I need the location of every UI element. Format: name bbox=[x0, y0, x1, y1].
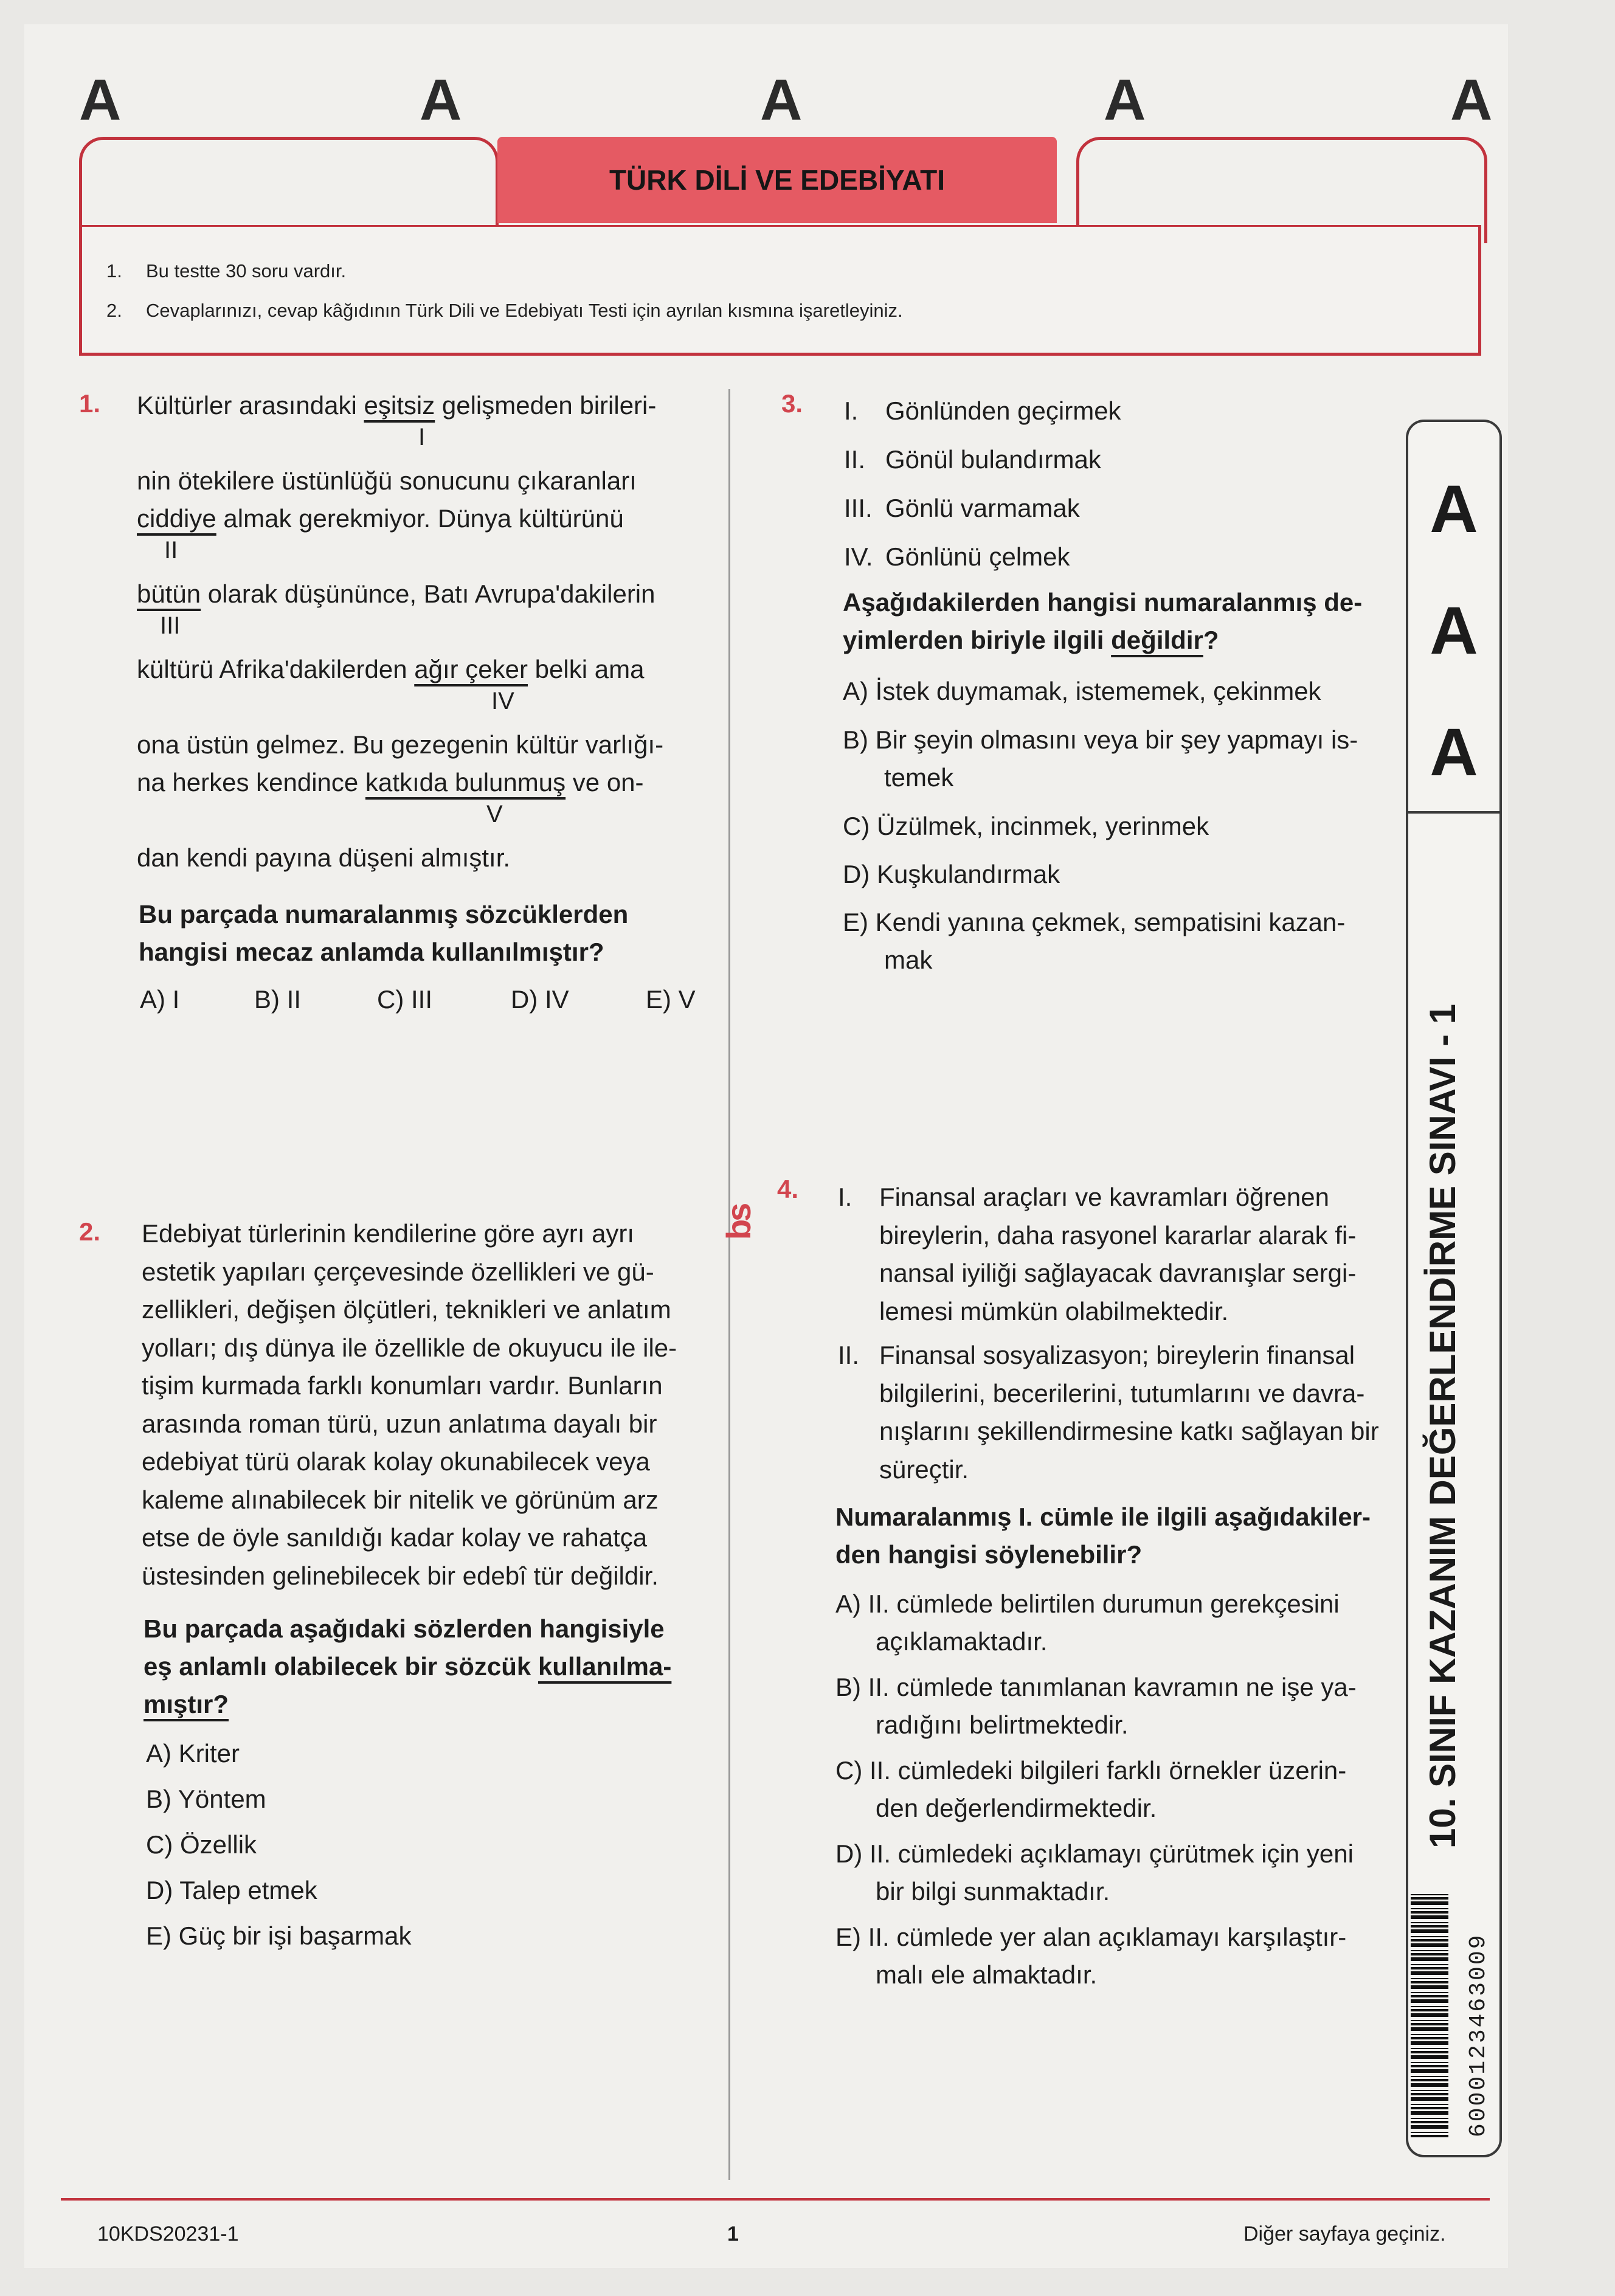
underlined-word: katkıda bulunmuş bbox=[365, 768, 566, 797]
answer-option[interactable]: B) Yöntem bbox=[146, 1785, 266, 1813]
numeral-mark: I bbox=[418, 424, 426, 451]
booklet-letter: A bbox=[1430, 715, 1478, 790]
booklet-letter: A bbox=[1450, 67, 1493, 133]
question-1-text: Kültürler arasındaki eşitsiz gelişmeden birileri- nin ötekilere üstünlüğü sonucunu çıkaranları ciddiye almak gerekmiyor. Dünya kültürünü bütün olarak düşününce, Batı Avrupa'dakilerin kültürü Afrika'dakilerden ağır çeker belki ama ona üstün gelmez. Bu gezegenin kültür varlığı- na herkes kendince katkıda bulunmuş ve on- dan kendi payına düşeni almıştır. bbox=[137, 391, 664, 872]
question-2-stem: Bu parçada aşağıdaki sözlerden hangisiyle eş anlamlı olabilecek bir sözcük kullanılma- mıştır? bbox=[144, 1614, 672, 1718]
numeral-mark: IV bbox=[491, 688, 514, 714]
column-divider bbox=[728, 389, 730, 2180]
footer-rule bbox=[61, 2198, 1490, 2201]
booklet-letter: A bbox=[420, 67, 462, 133]
barcode bbox=[1411, 1894, 1448, 2137]
answer-option[interactable]: D) II. cümledeki açıklamayı çürütmek için yeni bir bilgi sunmaktadır. bbox=[835, 1839, 1354, 1906]
booklet-letter: A bbox=[79, 67, 122, 133]
question-1-stem: Bu parçada numaralanmış sözcüklerden hangisi mecaz anlamda kullanılmıştır? bbox=[139, 900, 629, 966]
answer-option[interactable]: D) Kuşkulandırmak bbox=[843, 860, 1060, 888]
answer-option[interactable]: C) II. cümledeki bilgileri farklı örnekler üzerin- den değerlendirmektedir. bbox=[835, 1756, 1347, 1822]
question-4-item-2: II. Finansal sosyalizasyon; bireylerin finansal bilgilerini, becerilerini, tutumlarını ve davra- nışlarını şekillendirmesine katkı sağlayan bir süreçtir. bbox=[838, 1341, 1379, 1484]
question-number: 2. bbox=[79, 1217, 101, 1246]
answer-option[interactable]: A) Kriter bbox=[146, 1739, 240, 1768]
answer-option[interactable]: D) IV bbox=[511, 985, 569, 1014]
subject-title: TÜRK DİLİ VE EDEBİYATI bbox=[497, 137, 1057, 223]
answer-option[interactable]: E) Güç bir işi başarmak bbox=[146, 1921, 412, 1950]
answer-option[interactable]: A) İstek duymamak, istememek, çekinmek bbox=[843, 677, 1321, 705]
answer-option[interactable]: E) V bbox=[646, 985, 696, 1014]
instructions-box bbox=[79, 225, 1481, 356]
instruction-item: 2. Cevaplarınızı, cevap kâğıdının Türk Dili ve Edebiyatı Testi için ayrılan kısmına işaretleyiniz. bbox=[106, 300, 903, 321]
publisher-logo: bs bbox=[719, 1205, 758, 1240]
answer-option[interactable]: C) III bbox=[377, 985, 432, 1014]
underlined-word: ağır çeker bbox=[414, 655, 528, 683]
answer-option[interactable]: B) Bir şeyin olmasını veya bir şey yapmayı is- temek bbox=[843, 725, 1358, 792]
page-number: 1 bbox=[727, 2222, 739, 2246]
numeral-mark: III bbox=[160, 612, 181, 639]
booklet-letter: A bbox=[1430, 593, 1478, 668]
answer-option[interactable]: C) Üzülmek, incinmek, yerinmek bbox=[843, 812, 1209, 840]
underlined-word: eşitsiz bbox=[364, 391, 435, 420]
exam-title: 10. SINIF KAZANIM DEĞERLENDİRME SINAVI - 1 bbox=[1422, 1003, 1463, 1848]
question-3-items: I. Gönlünden geçirmek II. Gönül bulandırmak III. Gönlü varmamak IV. Gönlünü çelmek bbox=[844, 396, 1121, 571]
numeral-mark: V bbox=[486, 801, 503, 828]
answer-option[interactable]: B) II bbox=[254, 985, 302, 1014]
answer-option[interactable]: E) II. cümlede yer alan açıklamayı karşılaştır- malı ele almaktadır. bbox=[835, 1923, 1347, 1989]
instruction-item: 1. Bu testte 30 soru vardır. bbox=[106, 260, 347, 282]
answer-option[interactable]: A) I bbox=[140, 985, 180, 1014]
question-number: 3. bbox=[781, 389, 803, 418]
numeral-mark: II bbox=[164, 537, 178, 564]
booklet-code: 10KDS20231-1 bbox=[97, 2222, 239, 2246]
barcode-number: 6000123463009 bbox=[1465, 1933, 1492, 2137]
question-number: 4. bbox=[777, 1175, 799, 1203]
underlined-word: ciddiye bbox=[137, 504, 216, 533]
question-4-item-1: I. Finansal araçları ve kavramları öğrenen bireylerin, daha rasyonel kararlar alarak fi- nansal iyiliği sağlayacak davranışlar sergi- lemesi mümkün olabilmektedir. bbox=[838, 1183, 1357, 1326]
underlined-word: bütün bbox=[137, 579, 201, 608]
answer-option[interactable]: D) Talep etmek bbox=[146, 1876, 317, 1904]
question-number: 1. bbox=[79, 389, 101, 418]
sidebar-divider bbox=[1408, 811, 1499, 814]
answer-option[interactable]: B) II. cümlede tanımlanan kavramın ne işe ya- radığını belirtmektedir. bbox=[835, 1673, 1357, 1739]
booklet-letter: A bbox=[760, 67, 803, 133]
booklet-letter: A bbox=[1104, 67, 1146, 133]
answer-option[interactable]: A) II. cümlede belirtilen durumun gerekçesini açıklamaktadır. bbox=[835, 1589, 1340, 1656]
next-page-note: Diğer sayfaya geçiniz. bbox=[1243, 2222, 1446, 2246]
booklet-letter: A bbox=[1430, 472, 1478, 547]
question-4-stem: Numaralanmış I. cümle ile ilgili aşağıdakiler- den hangisi söylenebilir? bbox=[835, 1502, 1371, 1569]
answer-option[interactable]: E) Kendi yanına çekmek, sempatisini kazan- mak bbox=[843, 908, 1346, 974]
answer-option[interactable]: C) Özellik bbox=[146, 1830, 257, 1859]
question-3-stem: Aşağıdakilerden hangisi numaralanmış de- yimlerden biriyle ilgili değildir? bbox=[843, 588, 1363, 654]
question-2-text: Edebiyat türlerinin kendilerine göre ayrı ayrı estetik yapıları çerçevesinde özellikleri ve gü- zellikleri, değişen ölçütleri, teknikleri ve anlatım yolları; dış dünya ile özellikle de okuyucu ile ile- tişim kurmada farklı konumları vardır. Bunların arasında roman türü, uzun anlatıma dayalı bir edebiyat türü olarak kolay okunabilecek veya kaleme alınabilecek bir nitelik ve görünüm arz etse de öyle sanıldığı kadar kolay ve rahatça üstesinden gelinebilecek bir edebî tür değildir. bbox=[142, 1219, 677, 1590]
